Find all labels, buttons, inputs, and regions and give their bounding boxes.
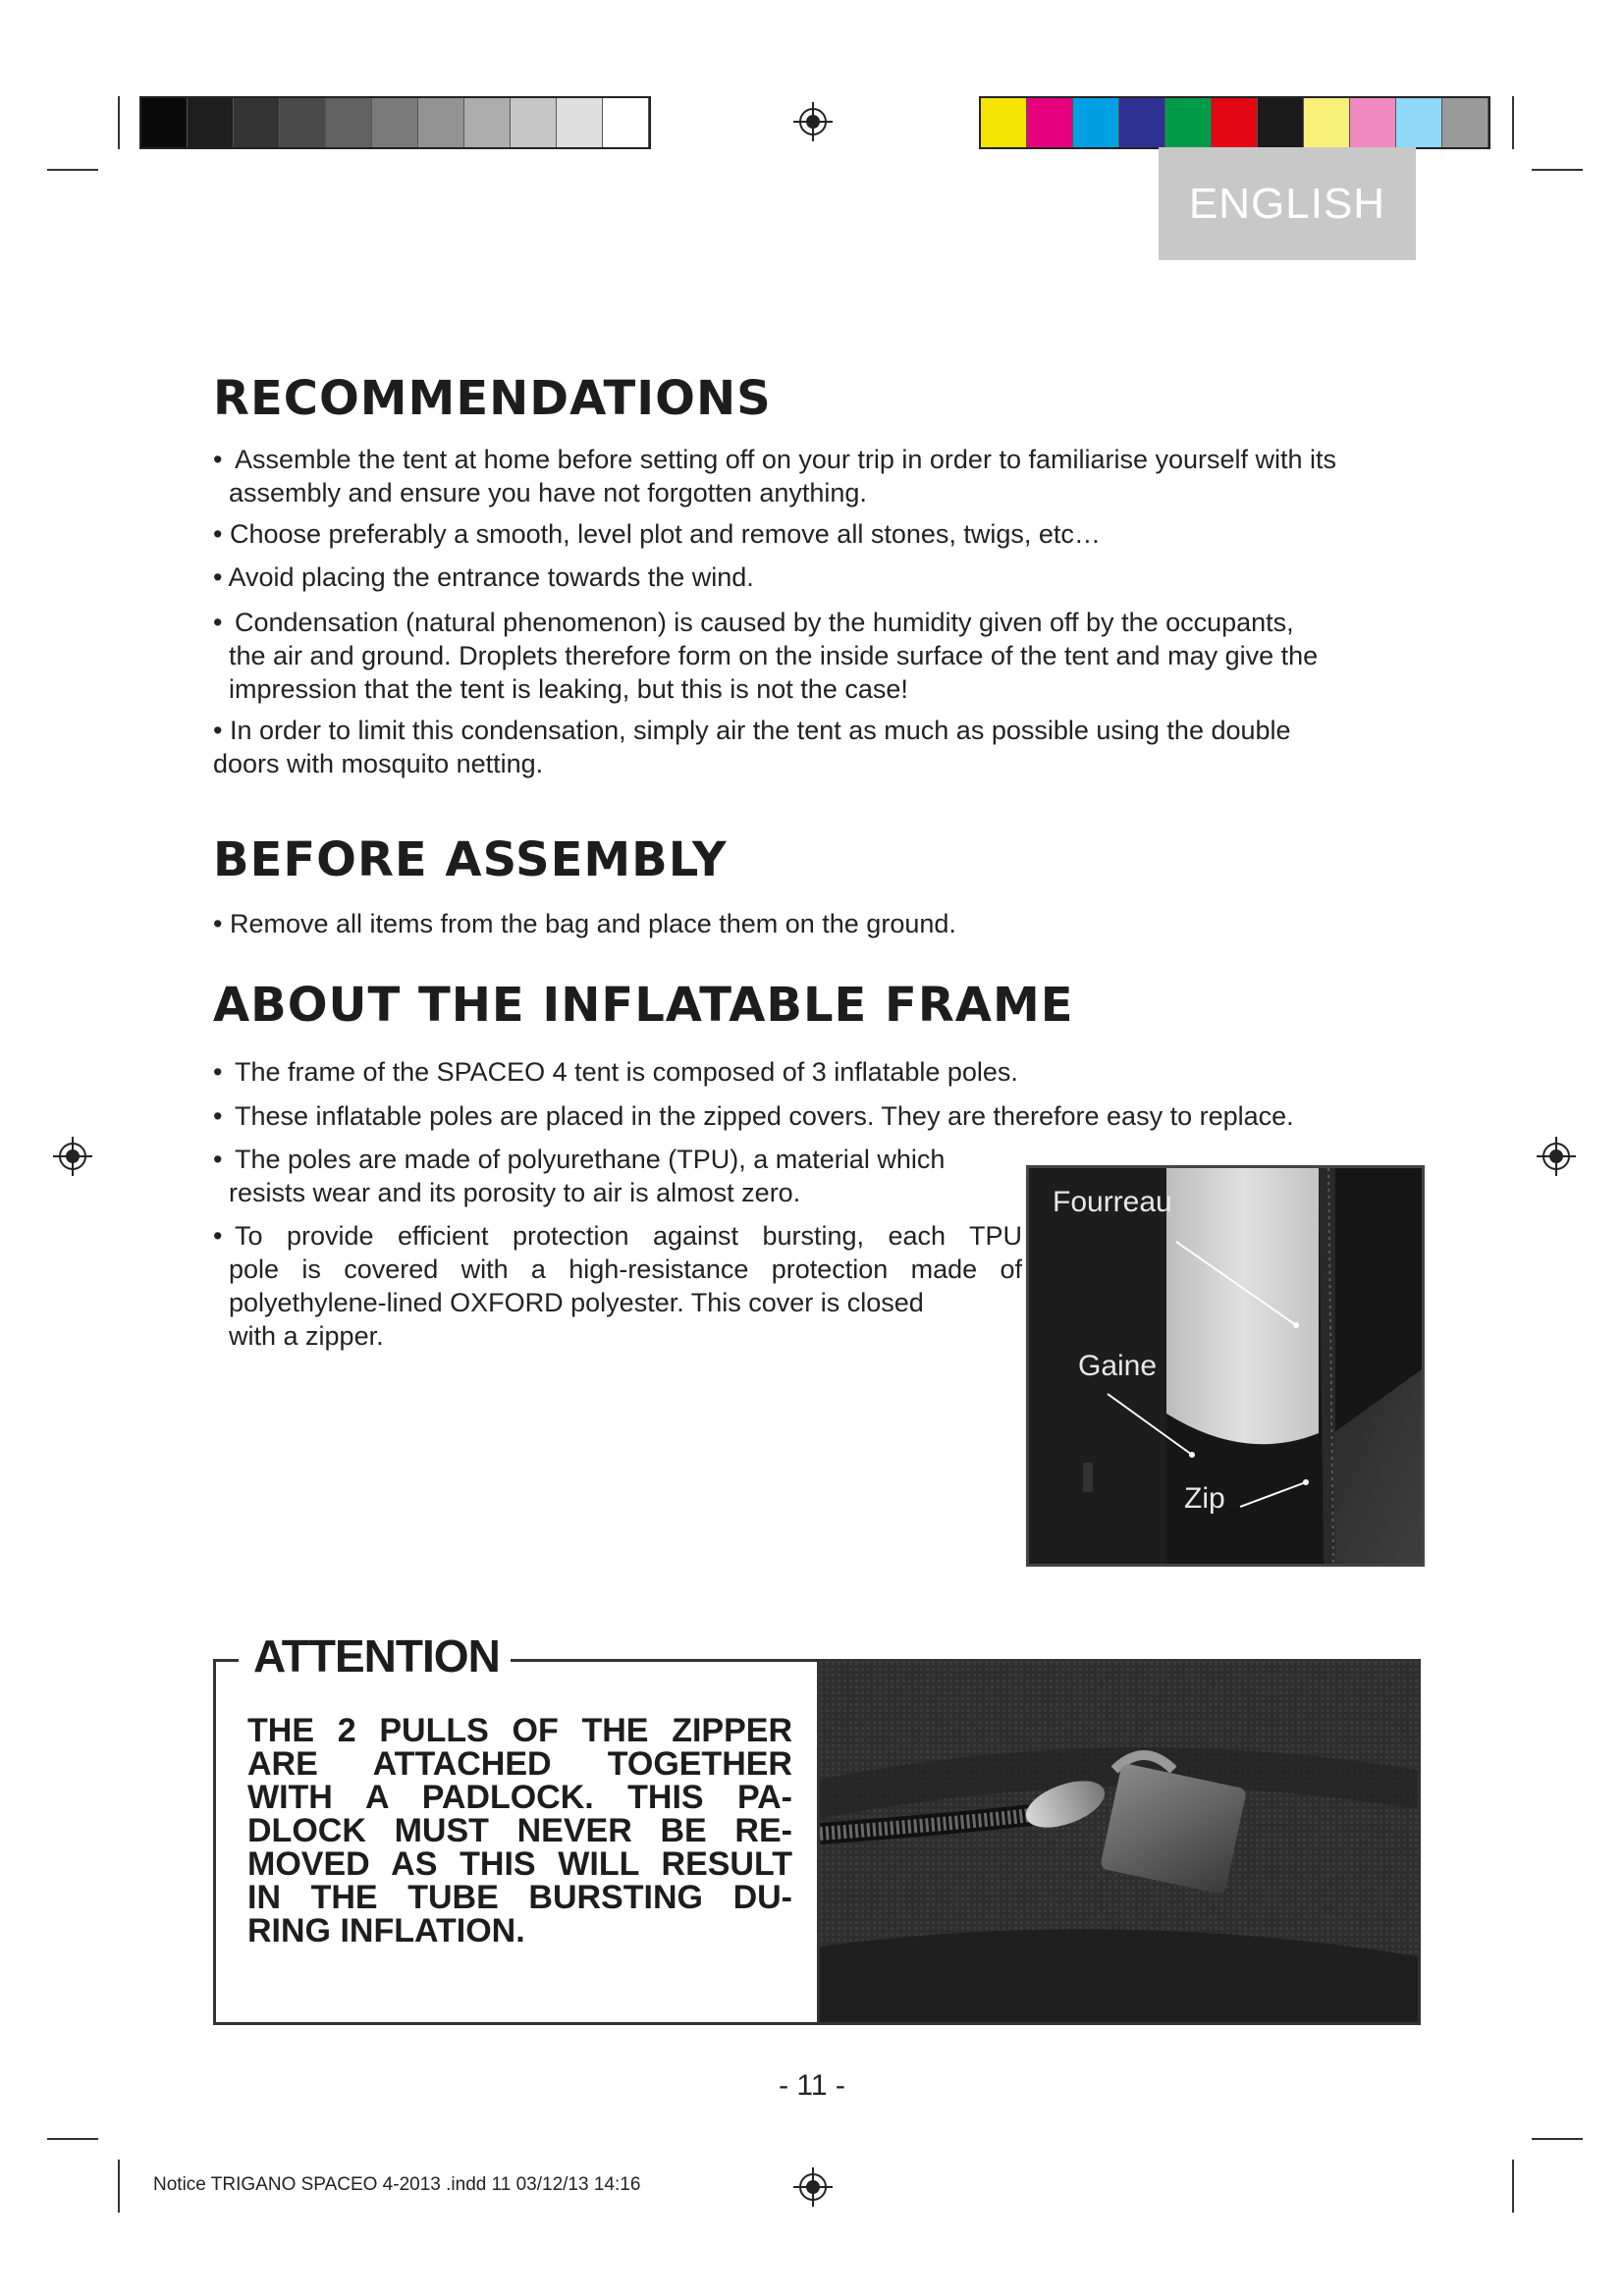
color-swatch bbox=[372, 98, 418, 147]
color-swatch bbox=[234, 98, 280, 147]
process-color-bar bbox=[979, 96, 1490, 149]
page-number: - 11 - bbox=[779, 2069, 845, 2102]
color-swatch bbox=[1396, 98, 1442, 147]
color-swatch bbox=[280, 98, 326, 147]
color-swatch bbox=[188, 98, 234, 147]
registration-mark-icon bbox=[1537, 1137, 1576, 1176]
color-swatch bbox=[603, 98, 649, 147]
color-swatch bbox=[1258, 98, 1304, 147]
color-swatch bbox=[1073, 98, 1119, 147]
crop-mark bbox=[47, 2138, 98, 2140]
before-assembly-heading: BEFORE ASSEMBLY bbox=[213, 832, 728, 887]
color-swatch bbox=[1027, 98, 1073, 147]
color-swatch bbox=[1304, 98, 1350, 147]
attention-heading: ATTENTION bbox=[253, 1630, 500, 1682]
color-swatch bbox=[511, 98, 557, 147]
color-swatch bbox=[1119, 98, 1165, 147]
color-swatch bbox=[557, 98, 603, 147]
gaine-label: Gaine bbox=[1078, 1350, 1158, 1382]
list-item: • Condensation (natural phenomenon) is caused by the humidity given off by the occupants, the air and ground. Droplets therefore form on the inside surface of the tent and may give the impression that the tent is leaking, but this is not the case! bbox=[213, 608, 1319, 704]
color-swatch bbox=[1442, 98, 1489, 147]
registration-mark-icon bbox=[793, 2167, 833, 2207]
color-swatch bbox=[141, 98, 188, 147]
padlock-zipper-illustration bbox=[820, 1662, 1418, 2022]
list-item: • Remove all items from the bag and place them on the ground. bbox=[213, 909, 956, 938]
color-swatch bbox=[1212, 98, 1258, 147]
print-footer: Notice TRIGANO SPACEO 4-2013 .indd 11 03/12/13 14:16 bbox=[153, 2174, 641, 2195]
list-item: • In order to limit this condensation, simply air the tent as much as possible using the double doors with mosquito netting. bbox=[213, 716, 1291, 778]
crop-mark bbox=[1532, 2138, 1583, 2140]
inflatable-frame-heading: ABOUT THE INFLATABLE FRAME bbox=[213, 978, 1074, 1033]
grayscale-color-bar bbox=[139, 96, 651, 149]
list-item: • The poles are made of polyurethane (TPU), a material which resists wear and its porosity to air is almost zero. bbox=[213, 1145, 946, 1207]
attention-text: THE 2 PULLS OF THE ZIPPER ARE ATTACHED TOGETHER WITH A PADLOCK. THIS PA- DLOCK MUST NEVER BE RE- MOVED AS THIS WILL RESULT IN THE TUBE BURSTING DU- RING INFLATION. bbox=[247, 1712, 792, 1949]
registration-mark-icon bbox=[53, 1137, 92, 1176]
crop-mark bbox=[1512, 2160, 1514, 2213]
color-swatch bbox=[981, 98, 1027, 147]
list-item: • Choose preferably a smooth, level plot and remove all stones, twigs, etc… bbox=[213, 519, 1101, 549]
list-item: • These inflatable poles are placed in the zipped covers. They are therefore easy to replace. bbox=[213, 1101, 1294, 1131]
color-swatch bbox=[464, 98, 511, 147]
list-item: • Avoid placing the entrance towards the wind. bbox=[213, 562, 754, 592]
divider bbox=[213, 1659, 239, 1662]
color-swatch bbox=[1350, 98, 1396, 147]
crop-mark bbox=[1532, 169, 1583, 171]
crop-mark bbox=[118, 96, 120, 149]
padlock-zipper-photo bbox=[817, 1662, 1418, 2022]
recommendations-heading: RECOMMENDATIONS bbox=[213, 371, 772, 426]
crop-mark bbox=[47, 169, 98, 171]
color-swatch bbox=[326, 98, 372, 147]
zip-label: Zip bbox=[1184, 1482, 1225, 1515]
fourreau-label: Fourreau bbox=[1053, 1186, 1172, 1218]
list-item: • Assemble the tent at home before setting off on your trip in order to familiarise yourself with its assembly and ensure you have not forgotten anything. bbox=[213, 445, 1337, 507]
registration-mark-icon bbox=[793, 102, 833, 141]
color-swatch bbox=[1165, 98, 1212, 147]
language-tab: ENGLISH bbox=[1159, 147, 1416, 260]
crop-mark bbox=[1512, 96, 1514, 149]
list-item: • To provide efficient protection against bursting, each TPU pole is covered with a high-resistance protection made of polyethylene-lined OXFORD polyester. This cover is closed with a zipper. bbox=[213, 1221, 1022, 1351]
frame-cover-photo bbox=[1026, 1165, 1425, 1567]
color-swatch bbox=[418, 98, 464, 147]
list-item: • The frame of the SPACEO 4 tent is composed of 3 inflatable poles. bbox=[213, 1057, 1018, 1087]
crop-mark bbox=[118, 2160, 120, 2213]
